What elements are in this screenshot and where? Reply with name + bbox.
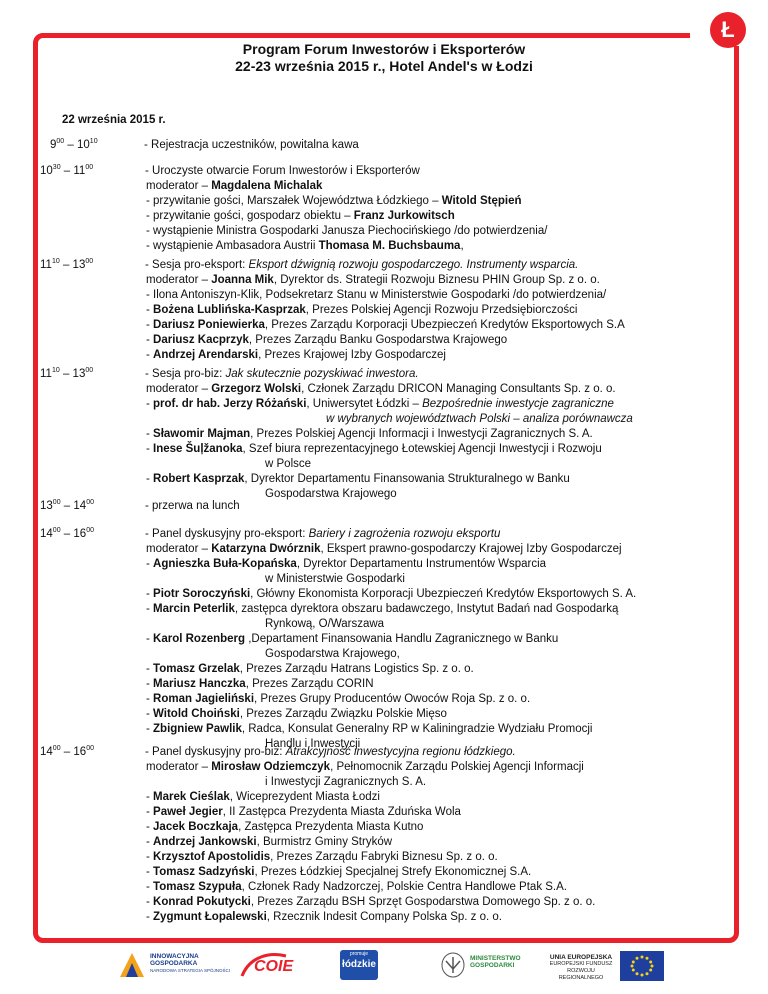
speaker-name: Karol Rozenberg	[153, 633, 246, 645]
line-prefix: -	[146, 911, 154, 923]
speaker-role: , Prezes Polskiej Agencji Rozwoju Przedsiębiorczości	[305, 304, 578, 316]
line-prefix: -	[146, 836, 154, 848]
speaker-name: Joanna Mik	[211, 274, 274, 286]
speaker-role: , Ekspert prawno-gospodarczy Krajowej Izby Gospodarczej	[320, 543, 622, 555]
session-line	[146, 427, 593, 442]
session-type: - Sesja pro-eksport:	[145, 259, 249, 271]
session-line	[146, 348, 446, 363]
speaker-name: Bożena Lublińska-Kasprzak	[153, 304, 306, 316]
time-start-minutes: 00	[52, 745, 61, 752]
speaker-name: Thomasa M. Buchsbauma	[318, 240, 461, 252]
session-line	[146, 382, 616, 397]
session-time	[40, 258, 93, 273]
session-line	[146, 835, 392, 850]
time-start: 10	[40, 165, 53, 177]
session-type: - Panel dyskusyjny pro-biz:	[145, 746, 286, 758]
speaker-name: Andrzej Arendarski	[153, 349, 259, 361]
session-time	[40, 164, 93, 179]
speaker-role: , Radca, Konsulat Generalny RP w Kaliningradzie Wydziału Promocji	[241, 723, 593, 735]
speaker-name: Zbigniew Pawlik	[153, 723, 242, 735]
time-start-minutes: 10	[51, 258, 60, 265]
speaker-name: Konrad Pokutycki	[153, 896, 251, 908]
speaker-name: Piotr Soroczyński	[153, 588, 251, 600]
time-dash: –	[59, 368, 73, 380]
speaker-role: , Prezes Zarządu Hatrans Logistics Sp. z o. o.	[239, 663, 474, 675]
time-end-minutes: 00	[86, 745, 94, 752]
speaker-name: Sławomir Majman	[153, 428, 251, 440]
line-prefix: -	[146, 663, 154, 675]
eu-flag-icon	[620, 951, 664, 981]
session-line: Gospodarstwa Krajowego,	[265, 648, 400, 660]
page-title: Program Forum Inwestorów i Eksporterów	[242, 41, 526, 57]
speaker-role: , Członek Zarządu DRICON Managing Consultants Sp. z o. o.	[301, 383, 616, 395]
session-line	[146, 632, 558, 647]
speaker-role: , Prezes Łódzkiej Specjalnej Strefy Ekonomicznej S.A.	[254, 866, 532, 878]
session-line	[146, 542, 622, 557]
session-title	[145, 745, 516, 760]
session-title: - Rejestracja uczestników, powitalna kawa	[144, 139, 359, 151]
session-line	[146, 397, 614, 412]
speaker-name: Robert Kasprzak	[153, 473, 245, 485]
speaker-role: , Prezes Zarządu Banku Gospodarstwa Krajowego	[248, 334, 508, 346]
line-prefix: moderator –	[146, 383, 212, 395]
line-prefix: moderator –	[146, 543, 212, 555]
line-prefix: -	[146, 334, 154, 346]
session-line	[146, 303, 577, 318]
line-prefix: -	[146, 881, 154, 893]
line-prefix: -	[146, 866, 154, 878]
speaker-name: prof. dr hab. Jerzy Różański	[153, 398, 307, 410]
speaker-name: Dariusz Kacprzyk	[153, 334, 249, 346]
speaker-role: ,Departament Finansowania Handlu Zagranicznego w Banku	[245, 633, 559, 645]
speaker-name: Katarzyna Dwórznik	[211, 543, 321, 555]
speaker-name: Witold Choiński	[153, 708, 240, 720]
time-dash: –	[60, 165, 74, 177]
speaker-name: Dariusz Poniewierka	[153, 319, 265, 331]
innowacyjna-gospodarka-logo	[118, 951, 146, 979]
line-prefix: -	[146, 678, 154, 690]
speaker-name: Franz Jurkowitsch	[353, 210, 455, 222]
speaker-role: , Prezes Zarządu Korporacji Ubezpieczeń Kredytów Eksportowych S.A	[264, 319, 625, 331]
ministerstwo-gospodarki-text: MINISTERSTWO GOSPODARKI	[470, 955, 521, 969]
session-line	[146, 442, 602, 457]
speaker-name: Tomasz Grzelak	[153, 663, 240, 675]
time-start-minutes: 00	[56, 138, 65, 145]
time-start-minutes: 00	[52, 527, 61, 534]
session-title	[145, 527, 500, 542]
speaker-role: ,	[460, 240, 464, 252]
time-end: 10	[77, 139, 90, 151]
speaker-role: , zastępca dyrektora obszaru badawczego, Instytut Badań nad Gospodarką	[234, 603, 619, 615]
speaker-name: Krzysztof Apostolidis	[153, 851, 271, 863]
time-end: 13	[72, 259, 86, 271]
time-end: 14	[73, 500, 87, 512]
time-dash: –	[60, 528, 74, 540]
time-end-minutes: 00	[86, 499, 94, 506]
session-title: - przerwa na lunch	[145, 500, 240, 512]
session-line	[146, 472, 570, 487]
speaker-role: , Burmistrz Gminy Stryków	[256, 836, 393, 848]
line-prefix: -	[146, 603, 154, 615]
session-line	[146, 179, 322, 194]
session-line	[146, 288, 606, 303]
time-dash: –	[59, 259, 73, 271]
session-time	[40, 527, 94, 542]
line-prefix: -	[146, 821, 154, 833]
line-prefix: -	[146, 349, 154, 361]
speaker-name: Mirosław Odziemczyk	[211, 761, 331, 773]
time-start: 13	[40, 500, 53, 512]
speaker-name: Marek Cieślak	[153, 791, 230, 803]
session-line	[146, 209, 455, 224]
speaker-role: , Uniwersytet Łódzki –	[306, 398, 423, 410]
speaker-name: Agnieszka Buła-Kopańska	[153, 558, 297, 570]
speaker-name: Tomasz Szypuła	[153, 881, 242, 893]
session-time	[40, 367, 93, 382]
speaker-role: , Prezes Grupy Producentów Owoców Roja Sp. z o. o.	[254, 693, 531, 705]
eagle-emblem-icon	[440, 951, 466, 979]
line-prefix: - Ilona Antoniszyn-Klik, Podsekretarz Stanu w Ministerstwie Gospodarki /do potwierdzenia/	[146, 289, 607, 301]
session-line	[146, 602, 618, 617]
speaker-role: , Prezes Krajowej Izby Gospodarczej	[258, 349, 446, 361]
session-topic: Atrakcyjność inwestycyjna regionu łódzkiego.	[285, 746, 516, 758]
speaker-name: Paweł Jegier	[153, 806, 223, 818]
speaker-role: , Dyrektor Departamentu Instrumentów Wsparcia	[296, 558, 547, 570]
time-dash: –	[60, 500, 74, 512]
speaker-name: Mariusz Hanczka	[153, 678, 246, 690]
innowacyjna-gospodarka-text: INNOWACYJNA GOSPODARKA NARODOWA STRATEGIA SPÓJNOŚCI	[150, 953, 231, 973]
time-start-minutes: 30	[52, 164, 61, 171]
time-end-minutes: 10	[89, 138, 98, 145]
speaker-role: , II Zastępca Prezydenta Miasta Zduńska Wola	[222, 806, 461, 818]
session-title	[145, 258, 578, 273]
eu-text: UNIA EUROPEJSKA EUROPEJSKI FUNDUSZ ROZWOJU REGIONALNEGO	[549, 954, 613, 981]
session-line	[146, 760, 584, 775]
session-line	[146, 587, 636, 602]
time-end-minutes: 00	[86, 527, 94, 534]
speaker-role: , Prezes Zarządu BSH Sprzęt Gospodarstwa Domowego Sp. z o. o.	[250, 896, 596, 908]
session-type: - Panel dyskusyjny pro-eksport:	[145, 528, 309, 540]
speaker-name: Tomasz Sadzyński	[153, 866, 255, 878]
speaker-role: , Prezes Zarządu Związku Polskie Mięso	[239, 708, 447, 720]
line-prefix: -	[146, 693, 154, 705]
time-dash: –	[64, 139, 77, 151]
speaker-role: , Zastępca Prezydenta Miasta Kutno	[238, 821, 424, 833]
session-line	[146, 318, 625, 333]
time-start: 14	[40, 746, 53, 758]
session-line	[326, 412, 633, 427]
talk-title: Bezpośrednie inwestycje zagraniczne	[422, 398, 614, 410]
speaker-role: , Pełnomocnik Zarządu Polskiej Agencji Informacji	[330, 761, 584, 773]
time-dash: –	[60, 746, 74, 758]
time-start: 11	[40, 368, 52, 380]
page-subtitle: 22-23 września 2015 r., Hotel Andel's w Łodzi	[235, 58, 533, 74]
time-end-minutes: 00	[85, 367, 94, 374]
speaker-name: Inese Šuļžanoka	[153, 443, 243, 455]
session-time	[40, 745, 94, 760]
line-prefix: - wystąpienie Ambasadora Austrii	[146, 240, 319, 252]
session-line: Handlu i Inwestycji	[265, 738, 361, 750]
speaker-name: Zygmunt Łopalewski	[153, 911, 267, 923]
session-line	[146, 662, 474, 677]
line-prefix: moderator –	[146, 180, 212, 192]
line-prefix: -	[146, 428, 154, 440]
session-line	[146, 273, 600, 288]
session-line: w Ministerstwie Gospodarki	[265, 573, 405, 585]
speaker-name: Roman Jagieliński	[153, 693, 255, 705]
speaker-role: , Dyrektor ds. Strategii Rozwoju Biznesu PHIN Group Sp. z o. o.	[273, 274, 600, 286]
speaker-role: , Główny Ekonomista Korporacji Ubezpieczeń Kredytów Eksportowych S. A.	[250, 588, 637, 600]
session-topic: Bariery i zagrożenia rozwoju eksportu	[308, 528, 501, 540]
speaker-role: , Rzecznik Indesit Company Polska Sp. z o. o.	[266, 911, 502, 923]
line-prefix: -	[146, 791, 154, 803]
session-line	[146, 880, 567, 895]
session-title	[145, 367, 419, 382]
session-line: Rynkową, O/Warszawa	[265, 618, 385, 630]
session-time	[50, 138, 98, 153]
line-prefix: -	[146, 633, 154, 645]
time-end: 11	[73, 165, 86, 177]
time-end: 16	[73, 528, 87, 540]
speaker-role: , Prezes Zarządu CORIN	[245, 678, 374, 690]
line-prefix: -	[146, 851, 154, 863]
line-prefix: -	[146, 708, 154, 720]
session-line	[146, 895, 595, 910]
speaker-name: Grzegorz Wolski	[211, 383, 302, 395]
session-line	[146, 722, 592, 737]
line-prefix: -	[146, 558, 154, 570]
lodz-logo: Ł	[710, 12, 746, 48]
session-line	[146, 865, 531, 880]
line-prefix: -	[146, 896, 154, 908]
speaker-name: Jacek Boczkaja	[153, 821, 239, 833]
speaker-name: Andrzej Jankowski	[153, 836, 257, 848]
session-line	[146, 194, 522, 209]
session-line	[146, 805, 461, 820]
speaker-role: , Prezes Polskiej Agencji Informacji i Inwestycji Zagranicznych S. A.	[250, 428, 593, 440]
line-prefix: moderator –	[146, 761, 212, 773]
session-line	[146, 707, 447, 722]
session-time	[40, 499, 94, 514]
time-end: 16	[73, 746, 87, 758]
talk-title-continued: w wybranych województwach Polski – analiza porównawcza	[326, 413, 633, 425]
session-topic: Eksport dźwignią rozwoju gospodarczego. Instrumenty wsparcia.	[248, 259, 579, 271]
session-line	[146, 850, 498, 865]
session-line	[146, 239, 464, 254]
session-title: - Uroczyste otwarcie Forum Inwestorów i Eksporterów	[145, 165, 420, 177]
time-start: 11	[40, 259, 52, 271]
session-line	[146, 224, 547, 239]
session-line	[146, 820, 423, 835]
day-heading: 22 września 2015 r.	[62, 114, 166, 126]
line-prefix: -	[146, 398, 154, 410]
session-line	[146, 677, 374, 692]
line-prefix: -	[146, 806, 154, 818]
time-end-minutes: 00	[85, 258, 94, 265]
speaker-role: , Wiceprezydent Miasta Łodzi	[229, 791, 380, 803]
line-prefix: -	[146, 304, 154, 316]
line-prefix: -	[146, 723, 154, 735]
speaker-role: , Prezes Zarządu Fabryki Biznesu Sp. z o. o.	[270, 851, 498, 863]
speaker-name: Magdalena Michalak	[211, 180, 323, 192]
time-start-minutes: 00	[52, 499, 61, 506]
session-line	[146, 790, 380, 805]
speaker-role: , Szef biura reprezentacyjnego Łotewskiej Agencji Inwestycji i Rozwoju	[242, 443, 602, 455]
time-start: 9	[50, 139, 57, 151]
session-line	[146, 333, 507, 348]
line-prefix: -	[146, 588, 154, 600]
coie-logo: COIE	[240, 950, 300, 980]
promuje-lodzkie-logo: promuje łódzkie	[340, 950, 378, 980]
line-prefix: -	[146, 443, 154, 455]
line-prefix: - przywitanie gości, gospodarz obiektu –	[146, 210, 354, 222]
speaker-role: , Dyrektor Departamentu Finansowania Strukturalnego w Banku	[244, 473, 570, 485]
speaker-role: , Członek Rady Nadzorczej, Polskie Centra Handlowe Ptak S.A.	[241, 881, 567, 893]
session-type: - Sesja pro-biz:	[145, 368, 226, 380]
line-prefix: moderator –	[146, 274, 212, 286]
session-line	[146, 692, 530, 707]
time-end-minutes: 00	[85, 164, 94, 171]
line-prefix: -	[146, 473, 154, 485]
session-line: Gospodarstwa Krajowego	[265, 488, 397, 500]
session-line: i Inwestycji Zagranicznych S. A.	[265, 776, 427, 788]
time-start: 14	[40, 528, 53, 540]
line-prefix: - wystąpienie Ministra Gospodarki Janusza Piechocińskiego /do potwierdzenia/	[146, 225, 548, 237]
session-topic: Jak skutecznie pozyskiwać inwestora.	[225, 368, 419, 380]
time-start-minutes: 10	[51, 367, 60, 374]
time-end: 13	[72, 368, 86, 380]
line-prefix: -	[146, 319, 154, 331]
speaker-name: Witold Stępień	[441, 195, 522, 207]
session-line	[146, 557, 546, 572]
line-prefix: - przywitanie gości, Marszałek Województwa Łódzkiego –	[146, 195, 442, 207]
speaker-name: Marcin Peterlik	[153, 603, 235, 615]
session-line	[146, 910, 502, 925]
session-line: w Polsce	[265, 458, 312, 470]
